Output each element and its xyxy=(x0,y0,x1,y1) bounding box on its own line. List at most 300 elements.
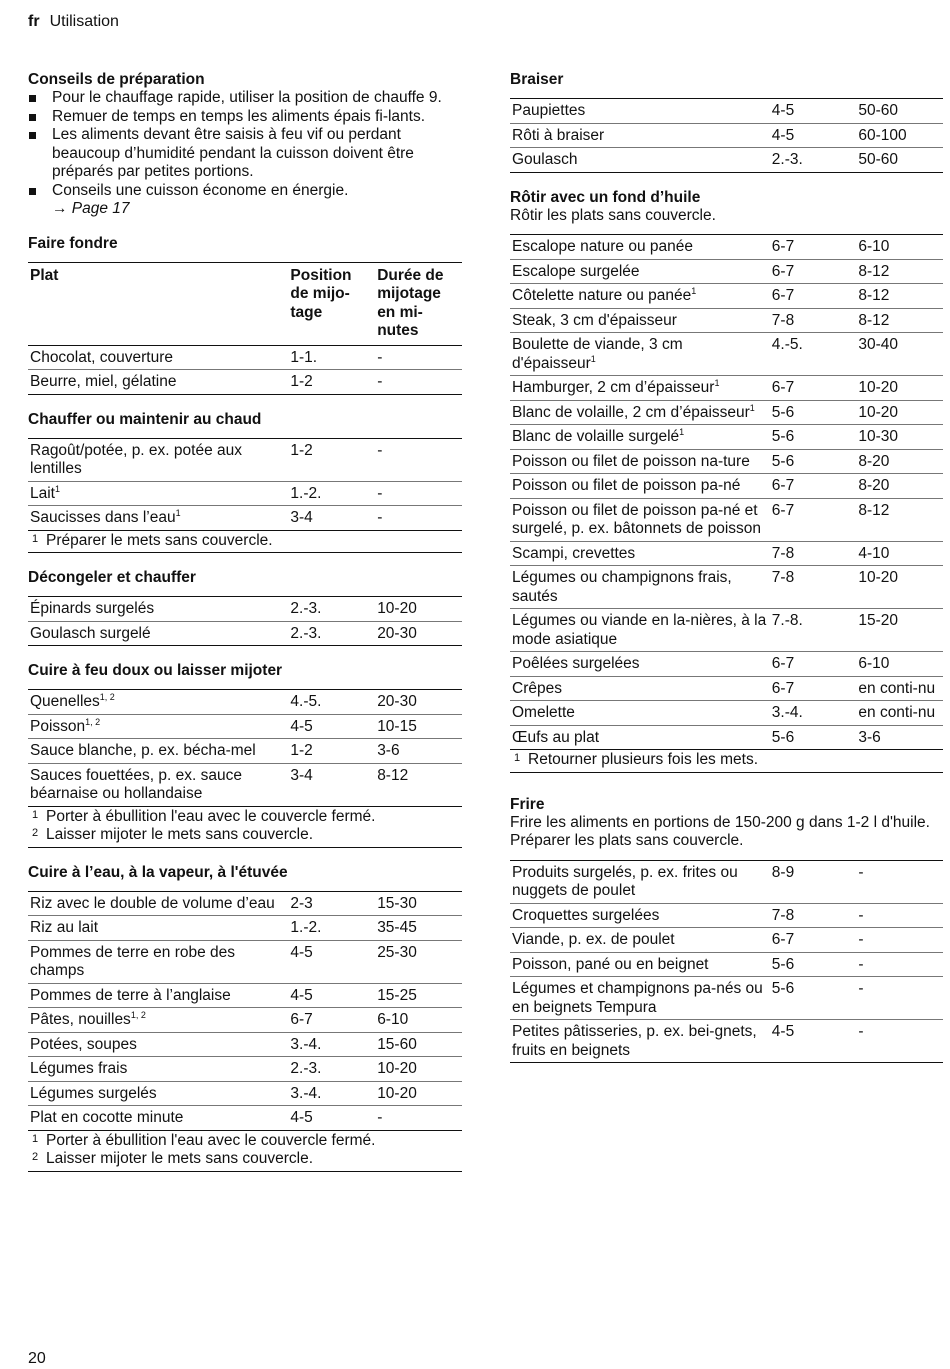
thaw-table xyxy=(28,596,462,646)
table-row xyxy=(28,345,462,370)
dish-cell xyxy=(510,284,770,309)
duration-cell: - xyxy=(856,860,943,903)
column-header: Position de mijo-tage xyxy=(288,262,375,345)
footnote xyxy=(30,1150,460,1169)
dish-cell xyxy=(28,690,288,715)
duration-cell: 6-10 xyxy=(375,1008,462,1033)
duration-cell: 35-45 xyxy=(375,916,462,941)
duration-cell: - xyxy=(856,977,943,1020)
dish-cell xyxy=(510,860,770,903)
position-cell: 1.-2. xyxy=(288,916,375,941)
table-row xyxy=(510,903,943,928)
duration-cell: 6-10 xyxy=(856,235,943,260)
table-row xyxy=(28,739,462,764)
footnote-ref: 1, 2 xyxy=(85,716,101,727)
heat-table xyxy=(28,438,462,531)
table-row xyxy=(28,690,462,715)
tips-section xyxy=(28,70,462,219)
table-row xyxy=(510,376,943,401)
left-column xyxy=(28,70,462,1187)
position-cell: 7-8 xyxy=(770,308,857,333)
dish-cell xyxy=(510,903,770,928)
dish-name: Poisson ou filet de poisson pa-né et surgelé, p. ex. bâtonnets de poisson xyxy=(512,501,762,537)
footnote-ref: 1 xyxy=(175,507,181,518)
dish-name: Chocolat, couverture xyxy=(30,348,174,366)
dish-name: Plat en cocotte minute xyxy=(30,1109,184,1126)
dish-name: Potées, soupes xyxy=(30,1035,137,1053)
position-cell: 4-5 xyxy=(770,1020,857,1063)
table-row xyxy=(28,1008,462,1033)
footnote xyxy=(30,532,460,551)
dish-name: Crêpes xyxy=(512,679,562,697)
position-cell: 2-3 xyxy=(288,891,375,916)
dish-name: Hamburger, 2 cm d’épaisseur xyxy=(512,379,715,396)
dish-cell xyxy=(28,438,288,481)
duration-cell: en conti-nu xyxy=(856,676,943,701)
footnote-number: 1 xyxy=(32,1132,39,1145)
melt-section xyxy=(28,234,462,395)
table-row xyxy=(28,891,462,916)
dish-name: Légumes ou viande en la-nières, à la mode asiatique xyxy=(512,612,767,648)
dish-name: Steak, 3 cm d'épaisseur xyxy=(512,311,677,329)
table-row xyxy=(28,1032,462,1057)
dish-cell xyxy=(510,474,770,499)
duration-cell: 10-20 xyxy=(856,376,943,401)
table-row xyxy=(28,506,462,531)
dish-name: Produits surgelés, p. ex. frites ou nuggets de poulet xyxy=(512,863,738,899)
footnote-ref: 1, 2 xyxy=(99,691,115,702)
dish-name: Escalope surgelée xyxy=(512,262,640,280)
duration-cell: 10-20 xyxy=(375,1057,462,1082)
footnote xyxy=(30,808,460,827)
duration-cell: - xyxy=(375,506,462,531)
dish-cell xyxy=(510,235,770,260)
section-title: Utilisation xyxy=(49,13,119,30)
table-row xyxy=(510,284,943,309)
dish-name: Pommes de terre à l’anglaise xyxy=(30,986,231,1004)
table-body xyxy=(28,345,462,394)
dish-name: Poisson xyxy=(30,717,86,735)
dish-cell xyxy=(28,1106,288,1131)
dish-cell xyxy=(510,541,770,566)
position-cell: 1-2 xyxy=(288,438,375,481)
position-cell: 7-8 xyxy=(770,566,857,609)
table-footnotes xyxy=(28,807,462,848)
table-row xyxy=(510,609,943,652)
dish-cell xyxy=(28,714,288,739)
footnote-text: Porter à ébullition l'eau avec le couvercle fermé. xyxy=(46,807,376,825)
duration-cell: 8-12 xyxy=(856,498,943,541)
braise-section xyxy=(510,70,943,173)
list-item: Les aliments devant être saisis à feu vif ou perdant beaucoup d’humidité pendant la cuisson doivent être préparés par petites portions. xyxy=(28,126,462,182)
position-cell: 4-5 xyxy=(770,123,857,148)
duration-cell: 20-30 xyxy=(375,690,462,715)
roast-section xyxy=(510,188,943,773)
footnote-ref: 1 xyxy=(714,377,720,388)
dish-cell xyxy=(28,1032,288,1057)
dish-cell xyxy=(28,506,288,531)
column-header: Plat xyxy=(28,262,288,345)
table-body xyxy=(510,860,943,1063)
duration-cell: 30-40 xyxy=(856,333,943,376)
position-cell: 1.-2. xyxy=(288,481,375,506)
duration-cell: 10-20 xyxy=(375,1081,462,1106)
footnote-text: Retourner plusieurs fois les mets. xyxy=(528,751,759,768)
list-item: Remuer de temps en temps les aliments épais fi-lants. xyxy=(28,108,462,127)
dish-name: Boulette de viande, 3 cm d'épaisseur xyxy=(512,336,683,372)
position-cell: 2.-3. xyxy=(288,621,375,646)
table-header-row xyxy=(28,262,462,345)
position-cell: 4-5 xyxy=(288,714,375,739)
section-title: Braiser xyxy=(510,71,564,88)
duration-cell: - xyxy=(856,1020,943,1063)
table-footnotes xyxy=(510,750,943,773)
duration-cell: - xyxy=(375,370,462,395)
table-row xyxy=(510,860,943,903)
duration-cell: 8-12 xyxy=(856,284,943,309)
footnote-number: 2 xyxy=(32,1151,39,1163)
table-row xyxy=(28,916,462,941)
dish-name: Lait xyxy=(30,484,55,502)
dish-cell xyxy=(510,609,770,652)
language-code: fr xyxy=(28,13,40,30)
section-title: Cuire à feu doux ou laisser mijoter xyxy=(28,662,283,679)
position-cell: 7-8 xyxy=(770,541,857,566)
footnote-number: 1 xyxy=(514,752,521,764)
dish-name: Paupiettes xyxy=(512,102,586,119)
position-cell: 2.-3. xyxy=(288,1057,375,1082)
table-row xyxy=(28,438,462,481)
footnote-ref: 1 xyxy=(679,426,685,437)
dish-name: Goulasch xyxy=(512,151,578,168)
position-cell: 4-5 xyxy=(288,983,375,1008)
position-cell: 6-7 xyxy=(770,498,857,541)
duration-cell: 8-20 xyxy=(856,449,943,474)
position-cell: 6-7 xyxy=(770,259,857,284)
dish-name: Côtelette nature ou panée xyxy=(512,287,692,304)
position-cell: 4-5 xyxy=(288,1106,375,1131)
table-row xyxy=(28,763,462,806)
table-row xyxy=(510,928,943,953)
position-cell: 6-7 xyxy=(770,376,857,401)
right-column xyxy=(510,70,943,1078)
position-cell: 5-6 xyxy=(770,400,857,425)
duration-cell: 8-12 xyxy=(375,763,462,806)
simmer-section xyxy=(28,661,462,848)
table-row xyxy=(510,1020,943,1063)
table-row xyxy=(28,481,462,506)
dish-name: Épinards surgelés xyxy=(30,600,155,617)
page-number: 20 xyxy=(28,1350,46,1367)
dish-name: Légumes ou champignons frais, sautés xyxy=(512,569,732,605)
footnote-ref: 1, 2 xyxy=(130,1009,146,1020)
page-reference-link[interactable]: → Page 17 xyxy=(52,200,130,217)
table-row xyxy=(510,259,943,284)
footnote-ref: 1 xyxy=(590,353,596,364)
table-row xyxy=(28,1081,462,1106)
table-body xyxy=(510,99,943,173)
dish-name: Pommes de terre en robe des champs xyxy=(30,943,236,979)
duration-cell: 8-20 xyxy=(856,474,943,499)
dish-name: Pâtes, nouilles xyxy=(30,1011,131,1028)
table-row xyxy=(510,701,943,726)
duration-cell: 60-100 xyxy=(856,123,943,148)
table-row xyxy=(28,940,462,983)
dish-name: Saucisses dans l’eau xyxy=(30,509,176,526)
dish-name: Viande, p. ex. de poulet xyxy=(512,931,675,948)
duration-cell: 10-30 xyxy=(856,425,943,450)
roast-table xyxy=(510,234,943,750)
table-row xyxy=(28,597,462,622)
duration-cell: 15-60 xyxy=(375,1032,462,1057)
section-title: Chauffer ou maintenir au chaud xyxy=(28,410,262,428)
footnote-text: Laisser mijoter le mets sans couvercle. xyxy=(46,1150,314,1167)
table-row xyxy=(510,425,943,450)
dish-cell xyxy=(510,376,770,401)
duration-cell: en conti-nu xyxy=(856,701,943,726)
dish-cell xyxy=(28,940,288,983)
duration-cell: 50-60 xyxy=(856,148,943,173)
duration-cell: - xyxy=(856,903,943,928)
duration-cell: 15-20 xyxy=(856,609,943,652)
table-row xyxy=(510,148,943,173)
position-cell: 4-5 xyxy=(288,940,375,983)
position-cell: 6-7 xyxy=(770,676,857,701)
position-cell: 3.-4. xyxy=(288,1081,375,1106)
table-row xyxy=(510,977,943,1020)
table-footnotes xyxy=(28,531,462,554)
footnote-number: 2 xyxy=(32,827,39,839)
list-item: Pour le chauffage rapide, utiliser la position de chauffe 9. xyxy=(28,89,462,108)
duration-cell: - xyxy=(856,928,943,953)
dish-cell xyxy=(28,739,288,764)
duration-cell: 6-10 xyxy=(856,652,943,677)
footnote xyxy=(512,751,941,770)
steam-section xyxy=(28,863,462,1172)
page-header xyxy=(28,13,119,32)
dish-cell xyxy=(28,763,288,806)
dish-cell xyxy=(28,891,288,916)
tips-list xyxy=(28,89,462,200)
section-title: Décongeler et chauffer xyxy=(28,569,196,586)
table-row xyxy=(510,566,943,609)
dish-name: Goulasch surgelé xyxy=(30,624,151,642)
dish-cell xyxy=(510,928,770,953)
table-body xyxy=(510,235,943,750)
dish-cell xyxy=(28,481,288,506)
position-cell: 6-7 xyxy=(770,474,857,499)
braise-table xyxy=(510,98,943,173)
duration-cell: - xyxy=(375,345,462,370)
dish-cell xyxy=(510,566,770,609)
duration-cell: 10-15 xyxy=(375,714,462,739)
position-cell: 6-7 xyxy=(288,1008,375,1033)
dish-name: Poisson ou filet de poisson na-ture xyxy=(512,452,750,470)
table-row xyxy=(510,99,943,124)
table-row xyxy=(510,952,943,977)
table-row xyxy=(510,474,943,499)
section-intro: Rôtir les plats sans couvercle. xyxy=(510,206,716,224)
duration-cell: 3-6 xyxy=(375,739,462,764)
duration-cell: 15-30 xyxy=(375,891,462,916)
section-title: Rôtir avec un fond d’huile xyxy=(510,188,701,206)
footnote-text: Porter à ébullition l'eau avec le couvercle fermé. xyxy=(46,1131,376,1149)
duration-cell: - xyxy=(375,1106,462,1131)
table-row xyxy=(510,333,943,376)
position-cell: 5-6 xyxy=(770,725,857,750)
footnote-number: 1 xyxy=(32,808,39,821)
dish-name: Poisson ou filet de poisson pa-né xyxy=(512,477,741,494)
dish-name: Omelette xyxy=(512,704,575,721)
position-cell: 5-6 xyxy=(770,449,857,474)
table-row xyxy=(28,1106,462,1131)
table-body xyxy=(28,597,462,646)
table-row xyxy=(28,370,462,395)
dish-cell xyxy=(28,621,288,646)
dish-cell xyxy=(28,370,288,395)
table-row xyxy=(510,235,943,260)
dish-cell xyxy=(28,1081,288,1106)
duration-cell: 25-30 xyxy=(375,940,462,983)
tips-title: Conseils de préparation xyxy=(28,71,205,88)
dish-cell xyxy=(510,676,770,701)
position-cell: 6-7 xyxy=(770,928,857,953)
duration-cell: 8-12 xyxy=(856,259,943,284)
dish-cell xyxy=(28,597,288,622)
duration-cell: 4-10 xyxy=(856,541,943,566)
table-row xyxy=(510,652,943,677)
table-row xyxy=(28,1057,462,1082)
dish-name: Œufs au plat xyxy=(512,728,600,746)
footnote-ref: 1 xyxy=(691,285,697,296)
column-header: Durée de mijotage en mi-nutes xyxy=(375,262,462,345)
position-cell: 5-6 xyxy=(770,977,857,1020)
dish-cell xyxy=(510,498,770,541)
dish-cell xyxy=(28,1008,288,1033)
dish-cell xyxy=(510,259,770,284)
dish-name: Escalope nature ou panée xyxy=(512,238,693,255)
position-cell: 6-7 xyxy=(770,652,857,677)
dish-cell xyxy=(510,449,770,474)
position-cell: 7-8 xyxy=(770,903,857,928)
dish-name: Poisson, pané ou en beignet xyxy=(512,955,709,973)
position-cell: 7.-8. xyxy=(770,609,857,652)
dish-name: Scampi, crevettes xyxy=(512,544,636,562)
dish-cell xyxy=(28,1057,288,1082)
dish-cell xyxy=(510,652,770,677)
duration-cell: 20-30 xyxy=(375,621,462,646)
dish-cell xyxy=(28,916,288,941)
position-cell: 3-4 xyxy=(288,763,375,806)
dish-name: Beurre, miel, gélatine xyxy=(30,373,177,390)
dish-cell xyxy=(510,1020,770,1063)
position-cell: 4.-5. xyxy=(288,690,375,715)
list-item: Conseils une cuisson économe en énergie. xyxy=(28,182,462,201)
section-intro: Frire les aliments en portions de 150-200 g dans 1-2 l d'huile. Préparer les plats sans couvercle. xyxy=(510,813,930,849)
position-cell: 4.-5. xyxy=(770,333,857,376)
position-cell: 8-9 xyxy=(770,860,857,903)
simmer-table xyxy=(28,689,462,807)
table-row xyxy=(510,400,943,425)
thaw-section xyxy=(28,568,462,646)
dish-name: Blanc de volaille, 2 cm d’épaisseur xyxy=(512,403,750,421)
dish-name: Riz avec le double de volume d’eau xyxy=(30,894,275,912)
position-cell: 4-5 xyxy=(770,99,857,124)
steam-table xyxy=(28,891,462,1131)
position-cell: 3.-4. xyxy=(288,1032,375,1057)
table-row xyxy=(510,725,943,750)
duration-cell: 10-20 xyxy=(375,597,462,622)
heat-section xyxy=(28,410,462,554)
section-title: Frire xyxy=(510,795,545,813)
dish-name: Légumes et champignons pa-nés ou en beignets Tempura xyxy=(512,980,763,1016)
position-cell: 2.-3. xyxy=(288,597,375,622)
table-row xyxy=(510,676,943,701)
fry-section xyxy=(510,795,943,1064)
dish-cell xyxy=(510,701,770,726)
dish-cell xyxy=(510,333,770,376)
dish-name: Rôti à braiser xyxy=(512,126,605,144)
table-row xyxy=(510,498,943,541)
dish-cell xyxy=(28,345,288,370)
dish-cell xyxy=(510,308,770,333)
position-cell: 5-6 xyxy=(770,425,857,450)
table-row xyxy=(510,449,943,474)
dish-cell xyxy=(510,725,770,750)
footnote-ref: 1 xyxy=(55,483,61,494)
section-title: Faire fondre xyxy=(28,234,118,252)
dish-name: Poêlées surgelées xyxy=(512,655,640,672)
footnote xyxy=(30,1132,460,1151)
position-cell: 6-7 xyxy=(770,235,857,260)
dish-cell xyxy=(510,425,770,450)
dish-name: Légumes frais xyxy=(30,1060,128,1077)
dish-name: Croquettes surgelées xyxy=(512,906,660,924)
duration-cell: - xyxy=(375,481,462,506)
duration-cell: 3-6 xyxy=(856,725,943,750)
dish-name: Légumes surgelés xyxy=(30,1084,157,1102)
duration-cell: 10-20 xyxy=(856,566,943,609)
table-row xyxy=(510,123,943,148)
dish-cell xyxy=(510,952,770,977)
dish-cell xyxy=(510,400,770,425)
table-footnotes xyxy=(28,1131,462,1172)
table-row xyxy=(28,983,462,1008)
fry-table xyxy=(510,860,943,1064)
dish-cell xyxy=(28,983,288,1008)
dish-name: Riz au lait xyxy=(30,919,99,936)
footnote xyxy=(30,826,460,845)
dish-cell xyxy=(510,148,770,173)
footnote-ref: 1 xyxy=(749,402,755,413)
dish-cell xyxy=(510,99,770,124)
position-cell: 3.-4. xyxy=(770,701,857,726)
duration-cell: 10-20 xyxy=(856,400,943,425)
melt-table xyxy=(28,262,462,395)
position-cell: 6-7 xyxy=(770,284,857,309)
duration-cell: - xyxy=(856,952,943,977)
dish-name: Sauce blanche, p. ex. bécha-mel xyxy=(30,742,256,759)
table-row xyxy=(510,308,943,333)
table-body xyxy=(28,690,462,807)
position-cell: 1-1. xyxy=(288,345,375,370)
footnote-text: Préparer le mets sans couvercle. xyxy=(46,531,273,549)
table-body xyxy=(28,891,462,1130)
duration-cell: 50-60 xyxy=(856,99,943,124)
dish-name: Sauces fouettées, p. ex. sauce béarnaise ou hollandaise xyxy=(30,766,242,802)
dish-cell xyxy=(510,977,770,1020)
dish-cell xyxy=(510,123,770,148)
